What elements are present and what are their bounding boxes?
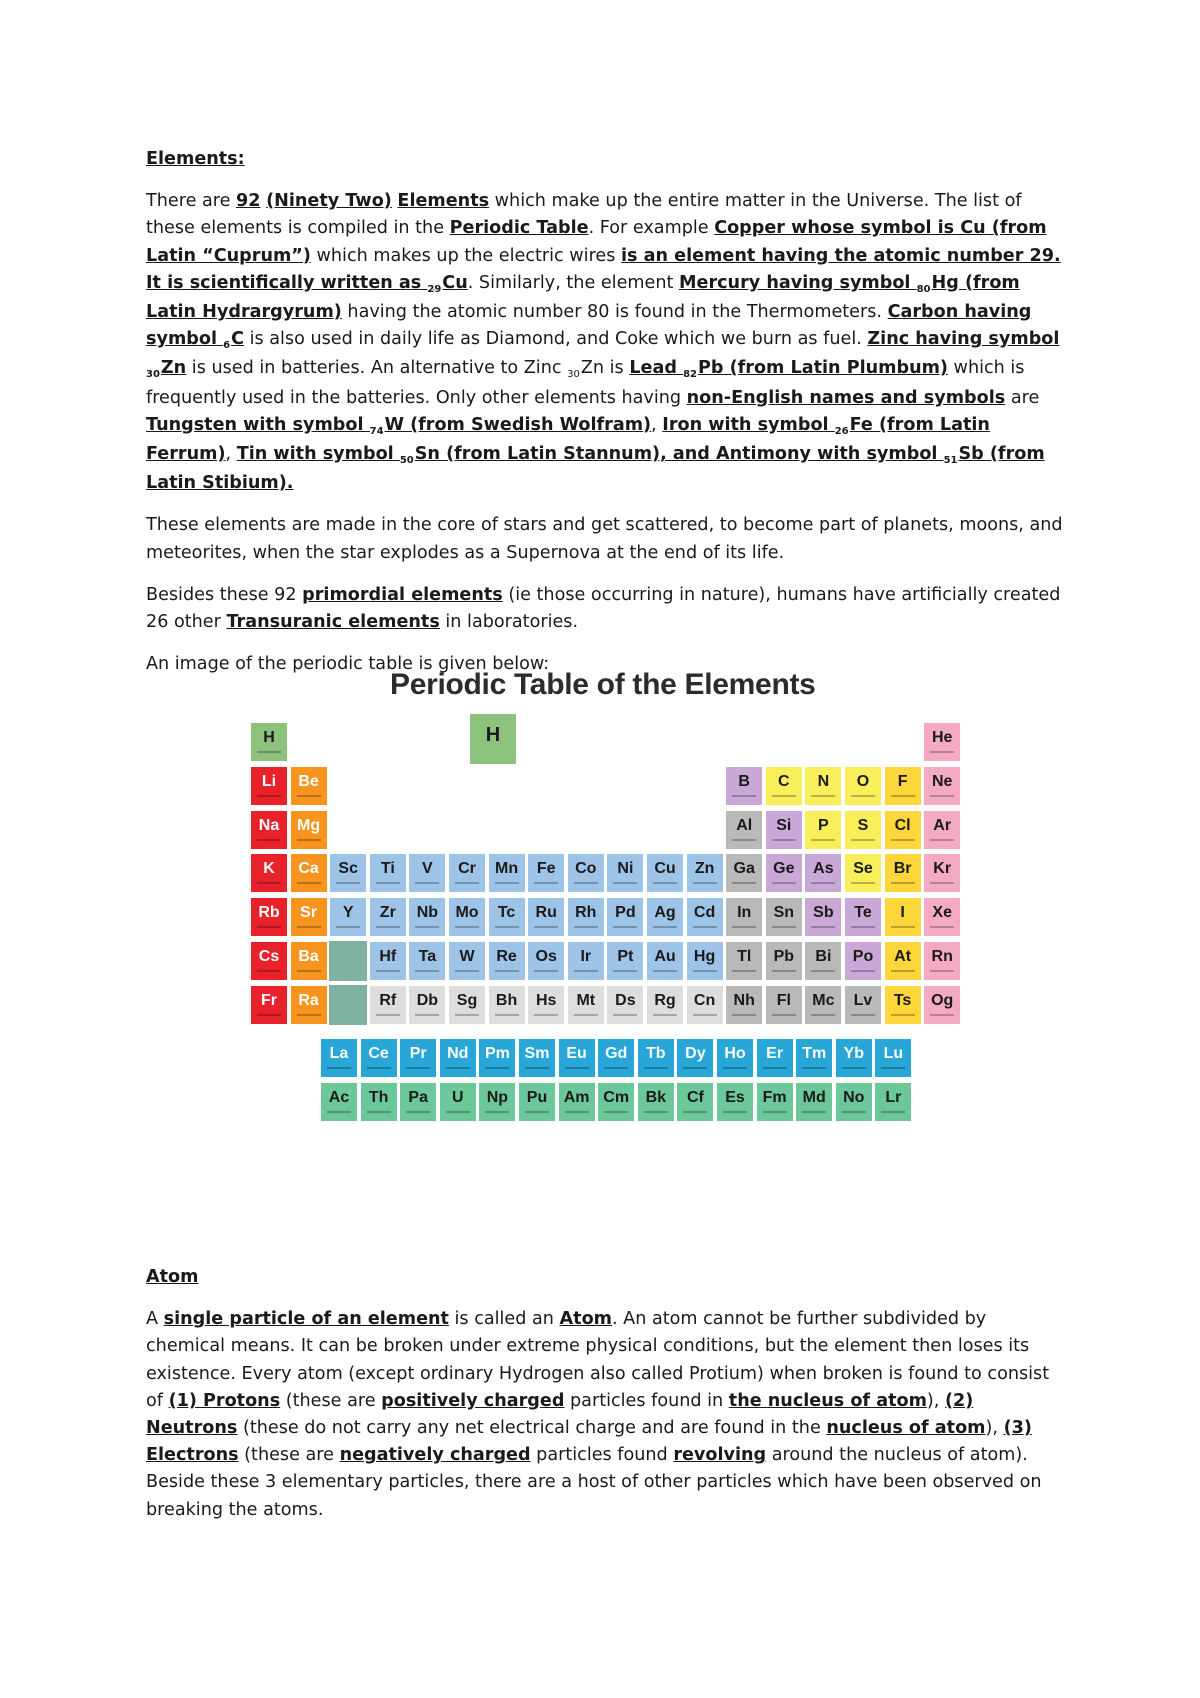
element-symbol: Cr — [458, 860, 476, 878]
element-symbol: Po — [852, 948, 874, 965]
element-symbol: Ho — [724, 1045, 746, 1062]
element-symbol: Pd — [615, 904, 636, 922]
element-cell-at — [884, 941, 922, 981]
element-cell-tm — [795, 1038, 833, 1078]
periodic-table-figure — [180, 668, 1060, 1176]
element-cell-lv — [844, 985, 882, 1025]
element-symbol: He — [931, 729, 953, 746]
element-cell-ru — [527, 897, 565, 937]
element-cell-ba — [290, 941, 328, 981]
element-cell-rf — [369, 985, 407, 1025]
element-symbol: Cl — [894, 816, 911, 834]
element-cell-cm — [597, 1082, 635, 1122]
element-cell-hg — [686, 941, 724, 981]
element-symbol: Eu — [566, 1045, 587, 1062]
element-cell-ta — [408, 941, 446, 981]
element-cell-fr — [250, 985, 288, 1025]
element-symbol: Og — [931, 991, 954, 1009]
element-symbol: Yb — [843, 1045, 865, 1062]
element-cell-pa — [399, 1082, 437, 1122]
element-cell-fe — [527, 853, 565, 893]
paragraph-elements-intro: There are 92 (Ninety Two) Elements which make up the entire matter in the Universe. The list of these elements is compiled in the Periodic Table. For example Copper whose symbol is Cu (from Latin “Cuprum”) which makes up the electric wires is an element having the atomic number 29. It is scientifically written as $_{29}$Cu. Similarly, the element Mercury having symbol $_{80}$Hg (from Latin Hydrargyrum) having the atomic number 80 is found in the Thermometers. Carbon having symbol $_6$C is also used in daily life as Diamond, and Coke which we burn as fuel. Zinc having symbol $_{30}$Zn is used in batteries. An alternative to Zinc $_{30}$Zn is Lead $_{82}$Pb (from Latin Plumbum) which is frequently used in the batteries. Only other elements having non-English names and symbols are Tungsten with symbol $_{74}$W (from Swedish Wolfram), Iron with symbol $_{26}$Fe (from Latin Ferrum), Tin with symbol $_{50}$Sn (from Latin Stannum), and Antimony with symbol $_{51}$Sb (from Latin Stibium). — [146, 191, 1061, 494]
element-cell-xe — [923, 897, 961, 937]
element-cell-os — [527, 941, 565, 981]
element-symbol: Mg — [297, 816, 321, 834]
element-cell-sn — [765, 897, 803, 937]
element-cell-zr — [369, 897, 407, 937]
paragraph-primordial: Besides these 92 primordial elements (ie those occurring in nature), humans have artificially created 26 other Transuranic elements in laboratories. — [146, 584, 1061, 633]
element-symbol: O — [856, 772, 870, 790]
element-cell-na — [250, 810, 288, 850]
element-symbol: V — [422, 860, 433, 878]
element-cell-b — [725, 766, 763, 806]
element-symbol: S — [857, 816, 869, 834]
element-symbol: Mt — [576, 991, 596, 1009]
element-cell-cf — [676, 1082, 714, 1122]
element-symbol: Rh — [575, 904, 597, 922]
element-symbol: Lu — [883, 1045, 904, 1062]
element-cell-al — [725, 810, 763, 850]
element-cell-cu — [646, 853, 684, 893]
element-cell-tc — [488, 897, 526, 937]
element-symbol: Ta — [418, 948, 437, 965]
element-symbol: Nh — [733, 991, 755, 1009]
element-cell-c — [765, 766, 803, 806]
element-cell-mc — [804, 985, 842, 1025]
element-cell-nd — [439, 1038, 477, 1078]
element-cell-cn — [686, 985, 724, 1025]
element-symbol: Rb — [258, 904, 280, 922]
element-cell-lu — [874, 1038, 912, 1078]
element-cell-kr — [923, 853, 961, 893]
element-cell-si — [765, 810, 803, 850]
element-cell-cd — [686, 897, 724, 937]
element-cell-la — [320, 1038, 358, 1078]
element-symbol: Dy — [685, 1045, 706, 1062]
element-cell-rb — [250, 897, 288, 937]
element-symbol: Nb — [416, 904, 439, 922]
element-symbol: Am — [563, 1089, 590, 1106]
element-cell-ir — [567, 941, 605, 981]
element-symbol: Np — [486, 1089, 509, 1106]
element-cell-k — [250, 853, 288, 893]
element-symbol: Kr — [933, 860, 952, 878]
element-symbol: No — [843, 1089, 865, 1106]
element-cell-tb — [637, 1038, 675, 1078]
element-cell-mt — [567, 985, 605, 1025]
element-cell-ca — [290, 853, 328, 893]
element-symbol: Sm — [524, 1045, 550, 1062]
element-cell-ar — [923, 810, 961, 850]
paragraph-stars: These elements are made in the core of stars and get scattered, to become part of planets, moons, and meteorites, when the star explodes as a Supernova at the end of its life. — [146, 515, 1063, 563]
element-symbol: Cm — [603, 1089, 630, 1106]
element-cell-es — [716, 1082, 754, 1122]
element-cell-hf — [369, 941, 407, 981]
element-cell-rh — [567, 897, 605, 937]
element-cell-bi — [804, 941, 842, 981]
element-cell-mo — [448, 897, 486, 937]
element-symbol: Ir — [580, 948, 592, 965]
element-symbol: Pa — [408, 1089, 428, 1106]
element-symbol: Rg — [654, 991, 676, 1009]
element-cell-mn — [488, 853, 526, 893]
element-cell-sg — [448, 985, 486, 1025]
element-cell-fl — [765, 985, 803, 1025]
element-symbol: Tc — [497, 904, 516, 922]
element-cell-i — [884, 897, 922, 937]
element-symbol: Ag — [654, 904, 676, 922]
element-cell-hs — [527, 985, 565, 1025]
element-symbol: Ga — [733, 860, 755, 878]
element-cell-pb — [765, 941, 803, 981]
element-symbol: As — [813, 860, 834, 878]
element-cell-po — [844, 941, 882, 981]
element-symbol: Mn — [495, 860, 519, 878]
element-cell-s — [844, 810, 882, 850]
element-cell-cr — [448, 853, 486, 893]
series-placeholder-cell — [329, 985, 367, 1025]
element-symbol: Y — [342, 904, 354, 922]
element-cell-li — [250, 766, 288, 806]
element-cell-ds — [606, 985, 644, 1025]
element-cell-au — [646, 941, 684, 981]
element-symbol: Md — [802, 1089, 826, 1106]
element-symbol: Pr — [409, 1045, 427, 1062]
element-symbol: Cf — [686, 1089, 704, 1106]
element-symbol: Ne — [931, 772, 953, 790]
paragraph-atom: A single particle of an element is called an Atom. An atom cannot be further subdivided by chemical means. It can be broken under extreme physical conditions, but the element then loses its existence. Every atom (except ordinary Hydrogen also called Protium) when broken is found to consist of (1) Protons (these are positively charged particles found in the nucleus of atom), (2) Neutrons (these do not carry any net electrical charge and are found in the nucleus of atom), (3) Electrons (these are negatively charged particles found revolving around the nucleus of atom). Beside these 3 elementary particles, there are a host of other particles which have been observed on breaking the atoms. — [146, 1309, 1050, 1520]
element-cell-be — [290, 766, 328, 806]
element-symbol: Se — [853, 860, 873, 878]
element-symbol: Ac — [328, 1089, 350, 1106]
element-symbol: Ba — [298, 948, 319, 965]
series-placeholder-cell — [329, 941, 367, 981]
element-symbol: F — [897, 772, 908, 790]
element-symbol: Sb — [813, 904, 834, 922]
element-cell-eu — [558, 1038, 596, 1078]
element-cell-no — [835, 1082, 873, 1122]
element-symbol: H — [263, 729, 275, 746]
element-symbol: Tl — [737, 948, 752, 965]
element-symbol: Sc — [338, 860, 358, 878]
element-cell-ce — [360, 1038, 398, 1078]
element-cell-ho — [716, 1038, 754, 1078]
element-symbol: Cs — [258, 948, 280, 965]
element-symbol: Be — [298, 772, 319, 790]
element-cell-sm — [518, 1038, 556, 1078]
element-symbol: Cd — [693, 904, 716, 922]
element-cell-u — [439, 1082, 477, 1122]
element-symbol: Ti — [380, 860, 395, 878]
element-symbol: Tb — [646, 1045, 666, 1062]
periodic-table-key — [470, 714, 516, 764]
element-symbol: Ds — [615, 991, 636, 1009]
element-cell-te — [844, 897, 882, 937]
element-symbol: Na — [258, 816, 280, 834]
element-symbol: I — [900, 904, 905, 922]
element-symbol: Fm — [762, 1089, 787, 1106]
element-cell-cl — [884, 810, 922, 850]
element-cell-br — [884, 853, 922, 893]
element-cell-nh — [725, 985, 763, 1025]
element-symbol: Mo — [455, 904, 479, 922]
element-symbol: Hg — [693, 948, 716, 965]
element-cell-w — [448, 941, 486, 981]
element-symbol: Al — [736, 816, 753, 834]
element-symbol: U — [452, 1089, 464, 1106]
element-cell-pr — [399, 1038, 437, 1078]
element-symbol: Hs — [535, 991, 557, 1009]
element-cell-sr — [290, 897, 328, 937]
element-cell-ge — [765, 853, 803, 893]
element-cell-ga — [725, 853, 763, 893]
element-symbol: Sn — [773, 904, 795, 922]
element-symbol: Fr — [261, 991, 277, 1009]
section-heading-atom: Atom — [146, 1267, 199, 1287]
element-symbol: C — [778, 772, 790, 790]
element-cell-v — [408, 853, 446, 893]
element-symbol: Pm — [484, 1045, 510, 1062]
element-symbol: Th — [368, 1089, 389, 1106]
element-symbol: Bi — [815, 948, 832, 965]
element-symbol: Fl — [776, 991, 791, 1009]
element-cell-p — [804, 810, 842, 850]
element-symbol: Pt — [617, 948, 634, 965]
element-cell-ni — [606, 853, 644, 893]
element-cell-bk — [637, 1082, 675, 1122]
element-cell-rn — [923, 941, 961, 981]
element-symbol: Zr — [379, 904, 396, 922]
element-symbol: Es — [725, 1089, 745, 1106]
element-cell-db — [408, 985, 446, 1025]
element-cell-nb — [408, 897, 446, 937]
element-cell-ti — [369, 853, 407, 893]
element-cell-pm — [478, 1038, 516, 1078]
element-symbol: Bk — [645, 1089, 667, 1106]
element-symbol: Xe — [932, 904, 952, 922]
element-symbol: Te — [854, 904, 872, 922]
element-symbol: Br — [893, 860, 912, 878]
element-cell-pd — [606, 897, 644, 937]
element-cell-se — [844, 853, 882, 893]
element-symbol: Gd — [605, 1045, 628, 1062]
element-symbol: Ni — [617, 860, 634, 878]
element-cell-gd — [597, 1038, 635, 1078]
element-symbol: Tm — [802, 1045, 827, 1062]
element-symbol: Au — [654, 948, 676, 965]
element-cell-am — [558, 1082, 596, 1122]
element-cell-yb — [835, 1038, 873, 1078]
element-symbol: Ra — [298, 991, 319, 1009]
element-cell-sc — [329, 853, 367, 893]
element-symbol: At — [894, 948, 912, 965]
element-symbol: Si — [776, 816, 792, 834]
element-cell-ne — [923, 766, 961, 806]
element-symbol: Ru — [535, 904, 557, 922]
element-cell-h — [250, 722, 288, 762]
element-symbol: Er — [766, 1045, 784, 1062]
element-symbol: Ts — [893, 991, 912, 1009]
element-symbol: Ce — [368, 1045, 389, 1062]
element-cell-ag — [646, 897, 684, 937]
element-cell-zn — [686, 853, 724, 893]
element-symbol: Lr — [885, 1089, 902, 1106]
element-cell-md — [795, 1082, 833, 1122]
element-cell-og — [923, 985, 961, 1025]
element-symbol: Re — [496, 948, 517, 965]
element-cell-y — [329, 897, 367, 937]
element-symbol: Co — [575, 860, 597, 878]
element-cell-he — [923, 722, 961, 762]
element-cell-n — [804, 766, 842, 806]
element-symbol: Hf — [379, 948, 397, 965]
element-symbol: Ar — [933, 816, 952, 834]
element-cell-er — [756, 1038, 794, 1078]
element-symbol: Rn — [931, 948, 953, 965]
element-cell-o — [844, 766, 882, 806]
element-symbol: Ge — [773, 860, 795, 878]
element-symbol: Rf — [379, 991, 397, 1009]
element-symbol: P — [818, 816, 829, 834]
element-symbol: Sg — [456, 991, 478, 1009]
element-symbol: Fe — [536, 860, 556, 878]
paragraph-image-caption: An image of the periodic table is given below: — [146, 654, 550, 675]
element-symbol: Pb — [773, 948, 795, 965]
element-cell-pt — [606, 941, 644, 981]
element-symbol: Cu — [654, 860, 676, 878]
element-cell-in — [725, 897, 763, 937]
element-symbol: Db — [416, 991, 439, 1009]
key-symbol: H — [485, 724, 501, 746]
element-symbol: Sr — [300, 904, 318, 922]
element-cell-pu — [518, 1082, 556, 1122]
section-heading-elements: Elements: — [146, 149, 245, 169]
element-cell-sb — [804, 897, 842, 937]
element-cell-cs — [250, 941, 288, 981]
element-cell-th — [360, 1082, 398, 1122]
element-cell-re — [488, 941, 526, 981]
element-symbol: Cn — [693, 991, 716, 1009]
element-symbol: Bh — [495, 991, 518, 1009]
element-symbol: Nd — [447, 1045, 469, 1062]
element-symbol: B — [738, 772, 750, 790]
element-symbol: La — [329, 1045, 349, 1062]
element-cell-ac — [320, 1082, 358, 1122]
element-symbol: Lv — [853, 991, 873, 1009]
element-cell-mg — [290, 810, 328, 850]
element-cell-ts — [884, 985, 922, 1025]
element-symbol: In — [737, 904, 752, 922]
element-symbol: Os — [535, 948, 557, 965]
element-symbol: N — [817, 772, 830, 790]
element-cell-fm — [756, 1082, 794, 1122]
element-cell-np — [478, 1082, 516, 1122]
element-symbol: Ca — [298, 860, 319, 878]
element-cell-as — [804, 853, 842, 893]
elements-section — [146, 146, 1066, 678]
element-symbol: W — [459, 948, 475, 965]
periodic-table-title: Periodic Table of the Elements — [390, 668, 816, 701]
element-cell-tl — [725, 941, 763, 981]
element-cell-ra — [290, 985, 328, 1025]
element-cell-dy — [676, 1038, 714, 1078]
element-symbol: Pu — [526, 1089, 548, 1106]
element-cell-co — [567, 853, 605, 893]
element-symbol: K — [263, 860, 275, 878]
element-cell-rg — [646, 985, 684, 1025]
element-cell-f — [884, 766, 922, 806]
element-symbol: Mc — [812, 991, 835, 1009]
atom-section — [146, 1264, 1066, 1524]
element-cell-lr — [874, 1082, 912, 1122]
element-symbol: Li — [261, 772, 277, 790]
element-cell-bh — [488, 985, 526, 1025]
element-symbol: Zn — [694, 860, 715, 878]
